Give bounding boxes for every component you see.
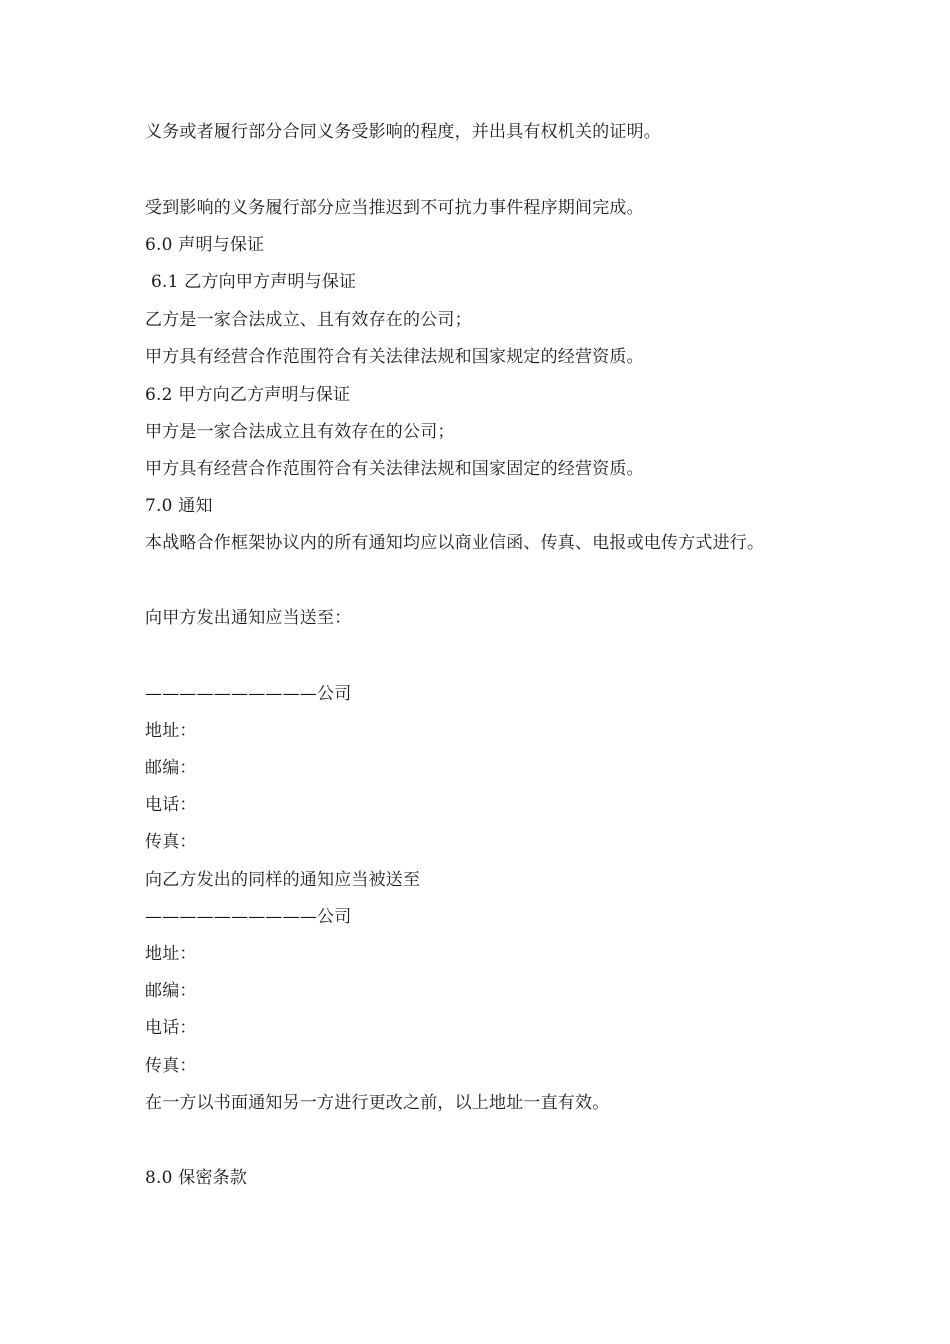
subsection-heading-6-1: 6.1 乙方向甲方声明与保证 [151, 272, 357, 292]
paragraph-address-validity: 在一方以书面通知另一方进行更改之前，以上地址一直有效。 [145, 1093, 610, 1113]
phone-label-b: 电话： [145, 1018, 197, 1038]
paragraph-notice-methods: 本战略合作框架协议内的所有通知均应以商业信函、传真、电报或电传方式进行。 [145, 533, 765, 553]
clause-line: 甲方具有经营合作范围符合有关法律法规和国家规定的经营资质。 [145, 347, 644, 367]
postcode-label-a: 邮编： [145, 758, 197, 778]
clause-line: 甲方具有经营合作范围符合有关法律法规和国家固定的经营资质。 [145, 459, 644, 479]
phone-label-a: 电话： [145, 795, 197, 815]
section-heading-7-0: 7.0 通知 [145, 496, 213, 516]
postcode-label-b: 邮编： [145, 981, 197, 1001]
clause-line: 乙方是一家合法成立、且有效存在的公司； [145, 310, 472, 330]
fax-label-a: 传真： [145, 832, 197, 852]
clause-line: 甲方是一家合法成立且有效存在的公司； [145, 422, 455, 442]
subsection-heading-6-2: 6.2 甲方向乙方声明与保证 [145, 385, 351, 405]
company-name-blank-a: ——————————公司 [145, 684, 352, 704]
paragraph-force-majeure-delay: 受到影响的义务履行部分应当推迟到不可抗力事件程序期间完成。 [145, 198, 644, 218]
section-heading-8-0: 8.0 保密条款 [145, 1168, 248, 1188]
section-heading-6-0: 6.0 声明与保证 [145, 235, 265, 255]
fax-label-b: 传真： [145, 1056, 197, 1076]
paragraph-notice-to-party-b: 向乙方发出的同样的通知应当被送至 [145, 870, 421, 890]
address-label-a: 地址： [145, 721, 197, 741]
paragraph-notice-to-party-a: 向甲方发出通知应当送至： [145, 608, 352, 628]
address-label-b: 地址： [145, 944, 197, 964]
paragraph-force-majeure-proof: 义务或者履行部分合同义务受影响的程度，并出具有权机关的证明。 [145, 122, 661, 142]
company-name-blank-b: ——————————公司 [145, 907, 352, 927]
